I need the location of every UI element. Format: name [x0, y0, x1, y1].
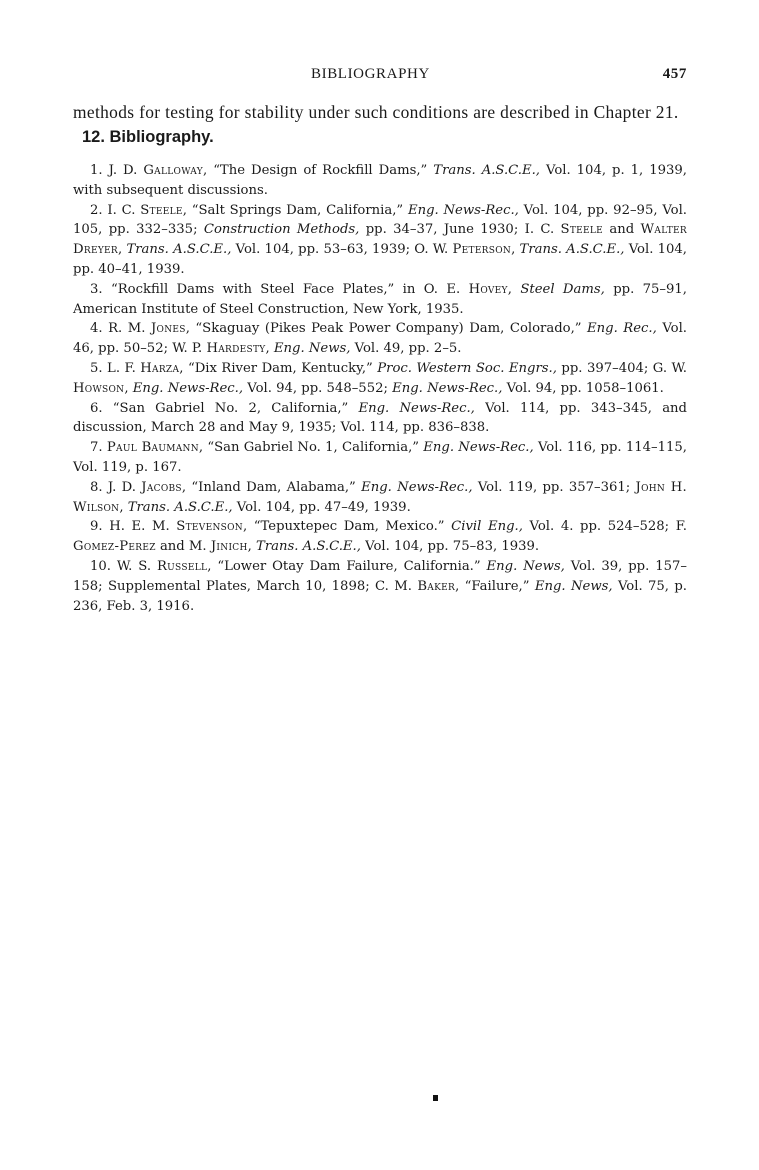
- citation-text: , “San Gabriel No. 1, California,”: [198, 440, 424, 456]
- publication-title: Eng. News-Rec.,: [407, 202, 519, 218]
- citation-text: 1. J. D.: [90, 163, 144, 178]
- publication-title: Eng. News-Rec.,: [358, 400, 475, 416]
- bibliography-entry: [73, 319, 687, 359]
- citation-text: , “Failure,”: [455, 578, 535, 594]
- author-name: Hovey: [468, 281, 508, 297]
- publication-title: Construction Methods,: [203, 222, 360, 238]
- author-name: Russell: [156, 558, 208, 574]
- citation-text: ,: [507, 281, 521, 297]
- author-name: Hardesty: [206, 341, 266, 357]
- citation-text: ,: [247, 539, 257, 555]
- publication-title: Eng. News-Rec.,: [423, 440, 534, 456]
- author-name: Paul Baumann: [106, 440, 199, 456]
- citation-text: pp. 34–37, June 1930; I. C.: [359, 222, 561, 238]
- citation-text: Vol. 104, pp. 53–63, 1939; O. W.: [231, 242, 453, 258]
- running-head: [73, 66, 687, 88]
- publication-title: Eng. News-Rec.,: [361, 479, 473, 495]
- bibliography-entry: [73, 557, 687, 616]
- citation-text: Vol. 114, pp. 343–345, and discussion, March 28 and May 9, 1935; Vol. 114, pp. 836–838.: [73, 400, 687, 436]
- publication-title: Trans. A.S.C.E.,: [519, 242, 625, 258]
- publication-title: Eng. News,: [534, 578, 613, 594]
- bibliography-entry: [73, 478, 687, 518]
- citation-text: Vol. 104, pp. 75–83, 1939.: [360, 539, 540, 555]
- citation-text: , “The Design of Rockfill Dams,”: [203, 163, 434, 178]
- citation-text: 10. W. S.: [90, 558, 157, 574]
- citation-text: Vol. 116, pp. 114–115, Vol. 119, p. 167.: [73, 440, 687, 475]
- publication-title: Proc. Western Soc. Engrs.,: [377, 360, 557, 376]
- bibliography-entry: [73, 517, 687, 557]
- citation-text: pp. 397–404; G. W.: [556, 360, 687, 376]
- bibliography-entry: [73, 438, 687, 478]
- author-name: John H. Wilson: [73, 479, 687, 515]
- citation-text: 6. “San Gabriel No. 2, California,”: [90, 400, 359, 416]
- author-name: Walter Dreyer: [73, 222, 687, 258]
- author-name: Steele: [560, 222, 604, 238]
- running-title: BIBLIOGRAPHY: [311, 66, 430, 82]
- citation-text: , “Dix River Dam, Kentucky,”: [179, 360, 378, 376]
- publication-title: Steel Dams,: [520, 281, 605, 297]
- citation-text: Vol. 39, pp. 157–158; Supplemental Plates, March 10, 1898; C. M.: [73, 558, 687, 594]
- citation-text: Vol. 4. pp. 524–528; F.: [522, 519, 687, 535]
- citation-text: ,: [265, 341, 274, 357]
- citation-text: 7.: [90, 440, 107, 456]
- citation-text: 8. J. D.: [90, 479, 142, 495]
- publication-title: Eng. News,: [273, 341, 351, 357]
- citation-text: , “Salt Springs Dam, California,”: [182, 202, 408, 218]
- citation-text: ,: [511, 242, 520, 258]
- publication-title: Eng. News-Rec.,: [392, 380, 503, 396]
- publication-title: Eng. News-Rec.,: [132, 380, 244, 396]
- section-heading: 12. Bibliography.: [82, 128, 214, 146]
- author-name: Stevenson: [176, 519, 243, 535]
- page-number: 457: [662, 66, 687, 82]
- citation-text: 5. L. F.: [90, 360, 141, 376]
- citation-text: Vol. 104, pp. 40–41, 1939.: [73, 242, 687, 277]
- citation-text: and M.: [155, 539, 211, 555]
- author-name: Howson: [73, 380, 125, 396]
- publication-title: Trans. A.S.C.E.,: [256, 539, 361, 555]
- bibliography-entry: [73, 399, 687, 439]
- author-name: Jacobs: [141, 479, 182, 495]
- bibliography-entry: [73, 201, 687, 280]
- citation-text: , “Inland Dam, Alabama,”: [181, 479, 362, 495]
- author-name: Baker: [417, 578, 456, 594]
- author-name: Galloway: [143, 163, 203, 178]
- book-page: [73, 66, 687, 616]
- citation-text: , “Lower Otay Dam Failure, California.”: [207, 558, 487, 574]
- citation-text: Vol. 104, pp. 92–95, Vol. 105, pp. 332–335;: [73, 202, 687, 238]
- citation-text: ,: [118, 242, 127, 258]
- publication-title: Eng. Rec.,: [587, 321, 657, 337]
- citation-text: Vol. 46, pp. 50–52; W. P.: [73, 321, 687, 357]
- citation-text: Vol. 104, pp. 47–49, 1939.: [232, 499, 411, 515]
- intro-paragraph: methods for testing for stability under such conditions are described in Chapter 21.: [73, 102, 679, 122]
- citation-text: Vol. 104, p. 1, 1939, with subsequent discussions.: [73, 163, 687, 198]
- publication-title: Eng. News,: [486, 558, 565, 574]
- citation-text: , “Skaguay (Pikes Peak Power Company) Dam, Colorado,”: [185, 321, 588, 337]
- author-name: Jones: [150, 321, 186, 337]
- citation-text: Vol. 75, p. 236, Feb. 3, 1916.: [73, 578, 687, 614]
- citation-text: Vol. 49, pp. 2–5.: [350, 341, 462, 357]
- citation-text: 9. H. E. M.: [90, 519, 177, 535]
- citation-text: ,: [124, 380, 133, 396]
- author-name: Steele: [140, 202, 183, 218]
- citation-text: 3. “Rockfill Dams with Steel Face Plates,” in O. E.: [90, 281, 469, 297]
- citation-text: 4. R. M.: [90, 321, 151, 337]
- citation-text: , “Tepuxtepec Dam, Mexico.”: [242, 519, 452, 535]
- citation-text: Vol. 119, pp. 357–361;: [472, 479, 636, 495]
- publication-title: Civil Eng.,: [451, 519, 523, 535]
- bibliography-entry: [73, 280, 687, 320]
- citation-text: and: [603, 222, 641, 238]
- citation-text: Vol. 94, pp. 1058–1061.: [502, 380, 664, 396]
- citation-text: 2. I. C.: [90, 202, 141, 218]
- publication-title: Trans. A.S.C.E.,: [127, 499, 233, 515]
- page-mark: [433, 1095, 438, 1101]
- bibliography-entry: [73, 161, 687, 201]
- author-name: Peterson: [452, 242, 512, 258]
- citation-text: ,: [119, 499, 128, 515]
- author-name: Gomez-Perez: [73, 539, 156, 555]
- author-name: Jinich: [210, 539, 248, 555]
- citation-text: Vol. 94, pp. 548–552;: [243, 380, 393, 396]
- publication-title: Trans. A.S.C.E.,: [126, 242, 232, 258]
- bibliography-entry: [73, 359, 687, 399]
- citation-text: pp. 75–91, American Institute of Steel Construction, New York, 1935.: [73, 281, 687, 317]
- author-name: Harza: [140, 360, 180, 376]
- publication-title: Trans. A.S.C.E.,: [433, 163, 540, 178]
- bibliography-list: [73, 161, 687, 616]
